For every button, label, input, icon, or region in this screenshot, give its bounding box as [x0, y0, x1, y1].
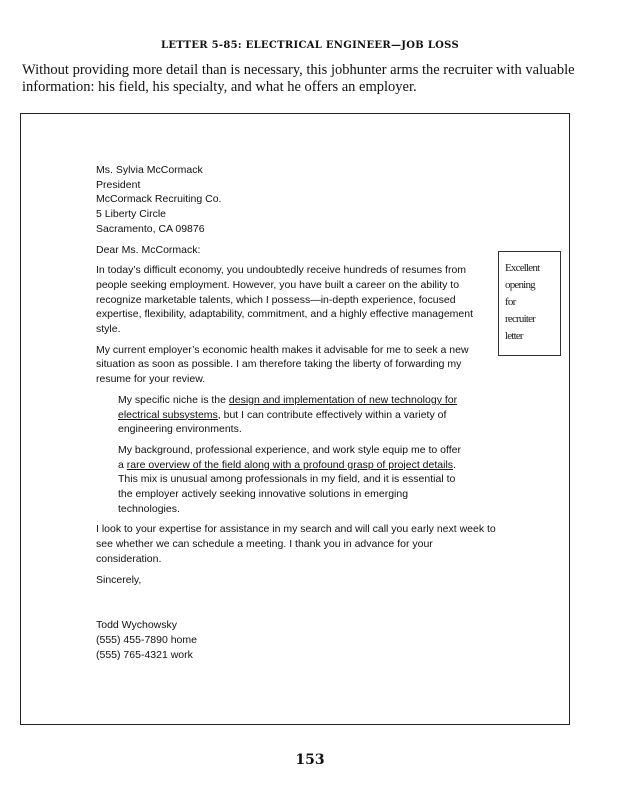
margin-note-line: recruiter	[505, 313, 536, 325]
paragraph-3-text: My specific niche is the	[118, 393, 229, 406]
signature-block	[96, 618, 496, 662]
recipient-title: President	[96, 178, 141, 191]
paragraph-4-highlight: rare overview of the field along with a profound grasp of project details	[126, 458, 454, 471]
margin-note-line: Excellent	[505, 262, 540, 274]
closing: Sincerely,	[96, 573, 142, 586]
recipient-name: Ms. Sylvia McCormack	[96, 164, 203, 176]
letter-body	[96, 163, 496, 662]
margin-note-line: for	[505, 296, 516, 308]
home-phone: (555) 455-7890 home	[96, 633, 197, 646]
paragraph-3-text-end: , but I can contribute effectively within a variety of engineering environments.	[118, 408, 447, 436]
paragraph-4-text-end: . This mix is unusual among professionals in my field, and it is essential to the employer actively seeking innovative solutions in emerging technologies.	[118, 458, 456, 515]
recipient-street: 5 Liberty Circle	[96, 208, 167, 221]
paragraph-1: In today’s difficult economy, you undoubtedly receive hundreds of resumes from people seeking employment. However, you have built a career on the ability to recognize marketable talents, which I possess—in-depth experience, focused expertise, flexibility, adaptability, commitment, and a highly effective management style.	[96, 264, 474, 336]
paragraph-3	[118, 393, 466, 437]
paragraph-5: I look to your expertise for assistance in my search and will call you early next week to see whether we can schedule a meeting. I thank you in advance for your consideration.	[96, 523, 496, 565]
margin-note-line: opening	[505, 279, 535, 291]
letter-box	[20, 113, 570, 725]
page-number: 153	[295, 752, 325, 768]
signature-space	[96, 587, 496, 618]
margin-note-line: letter	[505, 330, 523, 342]
recipient-company: McCormack Recruiting Co.	[96, 193, 222, 206]
intro-text: Without providing more detail than is necessary, this jobhunter arms the recruiter with valuable information: his field, his specialty, and what he offers an employer.	[22, 62, 575, 95]
signature-name: Todd Wychowsky	[96, 619, 178, 632]
paragraph-2: My current employer’s economic health makes it advisable for me to seek a new situation as soon as possible. I am therefore taking the liberty of forwarding my resume for your review.	[96, 343, 469, 386]
recipient-address	[96, 163, 496, 237]
work-phone: (555) 765-4321 work	[96, 648, 193, 661]
salutation: Dear Ms. McCormack:	[96, 243, 201, 256]
paragraph-4	[118, 443, 466, 517]
paragraph-4-text: My background, professional experience, and work style equip me to offer a	[118, 443, 461, 471]
paragraph-3-highlight: design and implementation of new technology for electrical subsystems	[118, 393, 458, 421]
recipient-city: Sacramento, CA 09876	[96, 222, 205, 235]
margin-note	[498, 251, 561, 356]
letter-heading: LETTER 5-85: ELECTRICAL ENGINEER—JOB LOSS	[160, 40, 459, 51]
